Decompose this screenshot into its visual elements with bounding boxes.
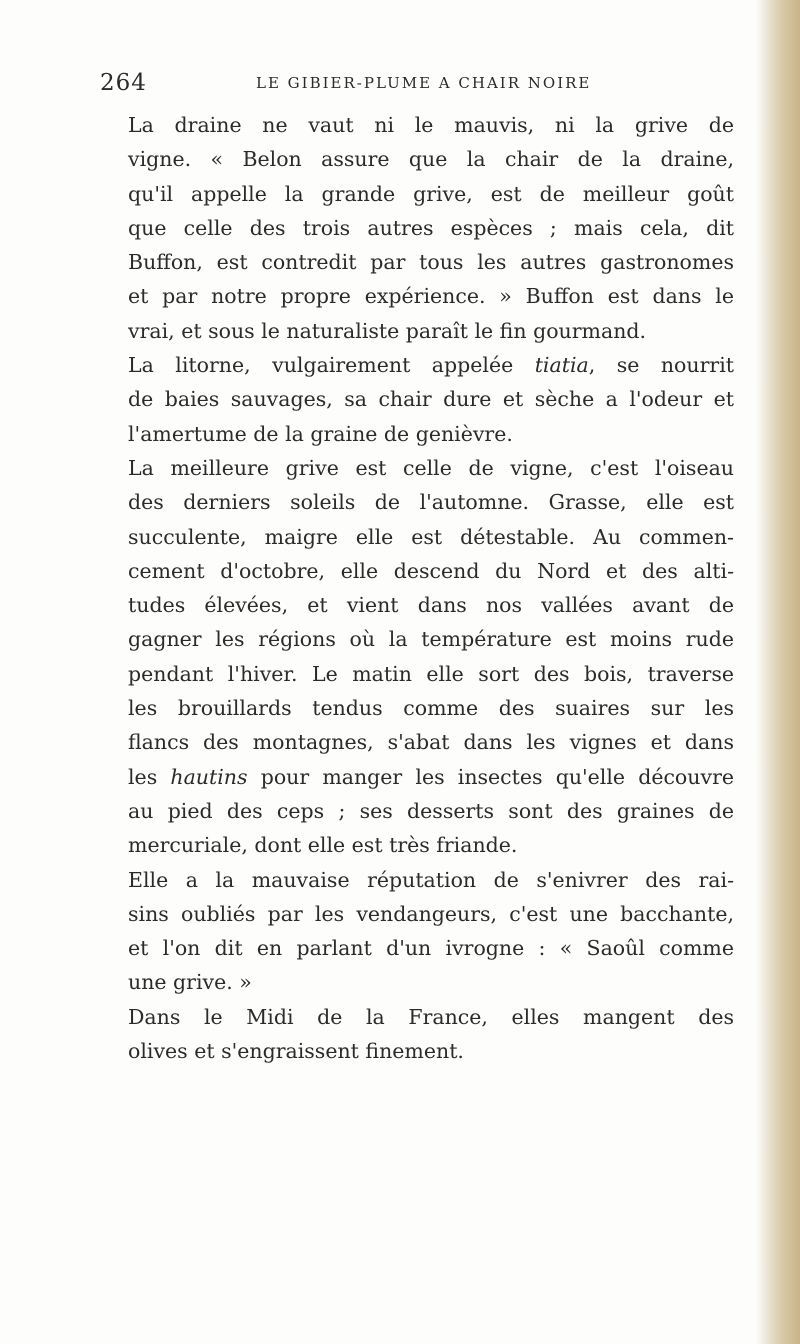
text-line: La draine ne vaut ni le mauvis, ni la grive de <box>128 113 734 137</box>
text-line: Dans le Midi de la France, elles mangent des <box>128 1004 734 1029</box>
text-line: l'amertume de la graine de genièvre. <box>128 421 513 446</box>
text-line: Elle a la mauvaise réputation de s'enivrer des rai- <box>128 867 734 892</box>
text-line: les brouillards tendus comme des suaires sur les <box>128 696 734 721</box>
text-line: olives et s'engraissent finement. <box>128 1039 464 1064</box>
text-line: vrai, et sous le naturaliste paraît le fin gourmand. <box>128 318 647 343</box>
text-line: La meilleure grive est celle de vigne, c'est l'oiseau <box>128 455 734 480</box>
text-line: succulente, maigre elle est détestable. Au commen- <box>128 524 734 549</box>
text-fragment: pour manger les insectes qu'elle découvre <box>247 764 734 789</box>
text-line: que celle des trois autres espèces ; mais cela, dit <box>128 215 734 240</box>
text-line: au pied des ceps ; ses desserts sont des graines de <box>128 798 734 823</box>
text-line: cement d'octobre, elle descend du Nord et des alti- <box>128 558 734 583</box>
text-line: de baies sauvages, sa chair dure et sèche a l'odeur et <box>128 387 734 412</box>
text-line: tudes élevées, et vient dans nos vallées avant de <box>128 593 734 618</box>
italic-term: tiatia <box>534 353 589 378</box>
page-edge-shadow <box>756 0 800 1344</box>
running-title: LE GIBIER-PLUME A CHAIR NOIRE <box>256 74 592 92</box>
italic-term: hautins <box>170 764 248 789</box>
text-line: pendant l'hiver. Le matin elle sort des bois, traverse <box>128 661 734 686</box>
paragraph-draine <box>98 108 734 348</box>
paragraph-midi <box>98 1000 734 1069</box>
text-line: mercuriale, dont elle est très friande. <box>128 833 518 858</box>
text-line: et l'on dit en parlant d'un ivrogne : « Saoûl comme <box>128 936 734 961</box>
text-line: une grive. » <box>128 970 252 995</box>
paragraph-grive-de-vigne <box>98 451 734 863</box>
text-line: et par notre propre expérience. » Buffon est dans le <box>128 284 734 309</box>
body-text <box>98 108 734 1068</box>
text-line: des derniers soleils de l'automne. Grasse, elle est <box>128 490 734 515</box>
paragraph-litorne <box>98 348 734 451</box>
text-line: sins oubliés par les vendangeurs, c'est une bacchante, <box>128 901 734 926</box>
text-line: qu'il appelle la grande grive, est de meilleur goût <box>128 181 734 206</box>
text-line: gagner les régions où la température est moins rude <box>128 627 734 652</box>
text-line <box>98 348 734 382</box>
paragraph-enivrer <box>98 863 734 1000</box>
text-fragment: La litorne, vulgairement appelée <box>128 353 535 378</box>
text-fragment: , se nourrit <box>588 353 734 378</box>
page-number: 264 <box>100 70 147 96</box>
text-line: Buffon, est contredit par tous les autres gastronomes <box>128 250 734 275</box>
text-line: vigne. « Belon assure que la chair de la draine, <box>128 147 734 172</box>
text-line: flancs des montagnes, s'abat dans les vignes et dans <box>128 730 734 755</box>
text-fragment: les <box>128 764 171 789</box>
text-line <box>98 760 734 794</box>
